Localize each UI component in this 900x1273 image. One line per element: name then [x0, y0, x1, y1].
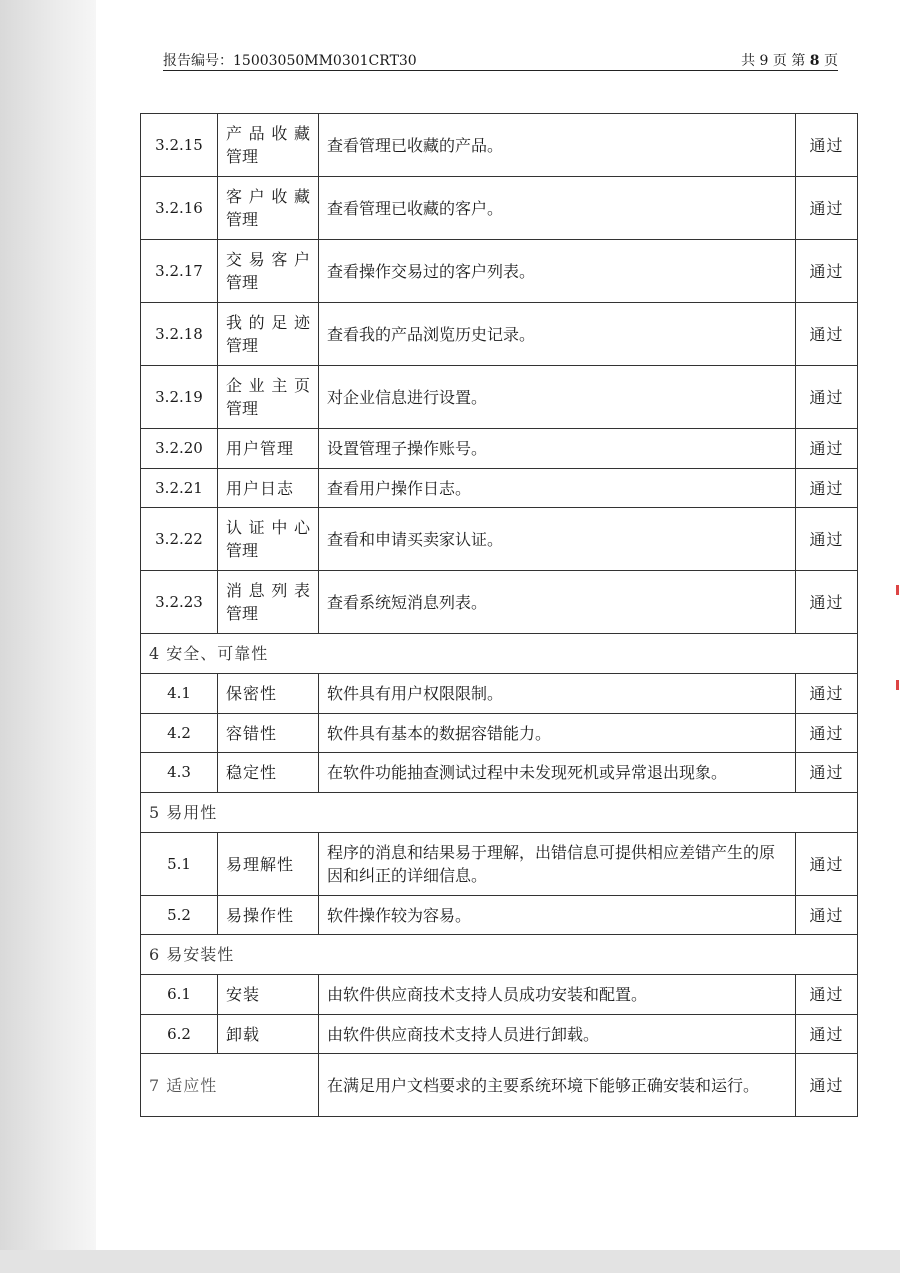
item-name-line1: 消息列表: [226, 581, 310, 600]
section-heading: 4 安全、可靠性: [141, 634, 858, 674]
item-number: 6.2: [141, 1015, 218, 1054]
test-results-table: [140, 113, 858, 1117]
item-result: 通过: [796, 674, 858, 714]
item-name-line2: 管理: [226, 399, 259, 418]
item-name-line1: 易操作性: [226, 905, 295, 925]
item-name: [218, 303, 319, 366]
item-description: 查看我的产品浏览历史记录。: [319, 303, 796, 366]
table-row: [141, 429, 858, 469]
item-name-line1: 交易客户: [226, 250, 310, 269]
table-row: [141, 240, 858, 303]
item-name-line2: 管理: [226, 336, 259, 355]
page-info-suffix: 页: [824, 53, 838, 69]
item-name: [218, 429, 319, 469]
item-name: [218, 177, 319, 240]
table-row: [141, 571, 858, 634]
item-name-line1: 我的足迹: [226, 313, 310, 332]
item-number: 3.2.22: [141, 508, 218, 571]
item-name-line2: 管理: [226, 210, 259, 229]
item-name-line1: 卸载: [226, 1024, 261, 1044]
item-name-line1: 稳定性: [226, 763, 278, 782]
item-name-line1: 用户管理: [226, 439, 295, 458]
item-result: 通过: [796, 753, 858, 793]
item-number: 6.1: [141, 975, 218, 1015]
item-result: 通过: [796, 240, 858, 303]
item-name: [218, 1015, 319, 1054]
item-name-line1: 易理解性: [226, 854, 295, 874]
item-number: 4.2: [141, 714, 218, 753]
item-description: 软件操作较为容易。: [319, 896, 796, 935]
item-description: 由软件供应商技术支持人员成功安装和配置。: [319, 975, 796, 1015]
report-number: 报告编号：15003050MM0301CRT30: [163, 53, 417, 69]
item-description: 在满足用户文档要求的主要系统环境下能够正确安装和运行。: [319, 1054, 796, 1117]
item-number: 3.2.15: [141, 114, 218, 177]
table-row: [141, 1015, 858, 1054]
table-row: [141, 366, 858, 429]
item-description: 软件具有用户权限限制。: [319, 674, 796, 714]
item-name-line2: 管理: [226, 147, 259, 166]
item-name-line1: 用户日志: [226, 478, 295, 498]
table-row: [141, 508, 858, 571]
item-name-line1: 安装: [226, 985, 261, 1004]
table-row: [141, 1054, 858, 1117]
item-result: 通过: [796, 508, 858, 571]
item-name: [218, 714, 319, 753]
item-number: 4.3: [141, 753, 218, 793]
item-description: 软件具有基本的数据容错能力。: [319, 714, 796, 753]
item-result: 通过: [796, 366, 858, 429]
item-description: 查看用户操作日志。: [319, 469, 796, 508]
item-description: 由软件供应商技术支持人员进行卸载。: [319, 1015, 796, 1054]
item-description: 程序的消息和结果易于理解，出错信息可提供相应差错产生的原因和纠正的详细信息。: [319, 833, 796, 896]
page-header: [163, 48, 838, 71]
section-row: [141, 634, 858, 674]
item-result: 通过: [796, 571, 858, 634]
item-result: 通过: [796, 975, 858, 1015]
item-name: [218, 833, 319, 896]
table-row: [141, 753, 858, 793]
item-name: [218, 366, 319, 429]
item-result: 通过: [796, 177, 858, 240]
item-description: 设置管理子操作账号。: [319, 429, 796, 469]
item-number: 5.1: [141, 833, 218, 896]
item-number: 3.2.23: [141, 571, 218, 634]
table-row: [141, 714, 858, 753]
item-name-line1: 企业主页: [226, 376, 310, 395]
item-name: [218, 571, 319, 634]
item-result: 通过: [796, 469, 858, 508]
item-name-line2: 管理: [226, 541, 259, 560]
page-current: 8: [809, 53, 820, 69]
item-name-line1: 保密性: [226, 684, 278, 703]
table-row: [141, 833, 858, 896]
table-row: [141, 469, 858, 508]
item-description: 查看系统短消息列表。: [319, 571, 796, 634]
item-result: 通过: [796, 896, 858, 935]
item-result: 通过: [796, 1015, 858, 1054]
item-name-line2: 管理: [226, 604, 259, 623]
item-result: 通过: [796, 114, 858, 177]
table-row: [141, 303, 858, 366]
item-number: 3.2.20: [141, 429, 218, 469]
item-name-line2: 管理: [226, 273, 259, 292]
item-number: 4.1: [141, 674, 218, 714]
item-name: [218, 508, 319, 571]
item-result: 通过: [796, 1054, 858, 1117]
item-name-line1: 认证中心: [226, 518, 310, 537]
item-description: 查看和申请买卖家认证。: [319, 508, 796, 571]
scan-bottom-edge: [0, 1250, 900, 1273]
item-name: [218, 975, 319, 1015]
item-name: [218, 753, 319, 793]
item-number: 5.2: [141, 896, 218, 935]
item-name: [218, 240, 319, 303]
section-row: [141, 935, 858, 975]
item-name: [218, 469, 319, 508]
table-row: [141, 177, 858, 240]
scan-artifact: [896, 680, 899, 690]
item-name-line1: 容错性: [226, 723, 278, 743]
item-result: 通过: [796, 833, 858, 896]
item-name: [218, 896, 319, 935]
item-name-line1: 客户收藏: [226, 187, 310, 206]
item-description: 查看操作交易过的客户列表。: [319, 240, 796, 303]
item-result: 通过: [796, 429, 858, 469]
test-results-body: [141, 114, 858, 1117]
table-row: [141, 975, 858, 1015]
table-row: [141, 674, 858, 714]
item-description: 查看管理已收藏的客户。: [319, 177, 796, 240]
item-number: 3.2.16: [141, 177, 218, 240]
item-number: 3.2.19: [141, 366, 218, 429]
item-result: 通过: [796, 714, 858, 753]
item-number: 3.2.18: [141, 303, 218, 366]
scan-artifact: [896, 585, 899, 595]
section-heading: 7 适应性: [141, 1054, 319, 1117]
item-description: 查看管理已收藏的产品。: [319, 114, 796, 177]
page-info-prefix: 共 9 页 第: [741, 53, 806, 69]
table-row: [141, 896, 858, 935]
item-name: [218, 114, 319, 177]
item-number: 3.2.17: [141, 240, 218, 303]
item-number: 3.2.21: [141, 469, 218, 508]
section-heading: 6 易安装性: [141, 935, 858, 975]
section-heading: 5 易用性: [141, 793, 858, 833]
item-description: 在软件功能抽查测试过程中未发现死机或异常退出现象。: [319, 753, 796, 793]
item-name: [218, 674, 319, 714]
item-result: 通过: [796, 303, 858, 366]
table-row: [141, 114, 858, 177]
scan-left-shadow: [0, 0, 96, 1273]
item-name-line1: 产品收藏: [226, 124, 310, 143]
page-info: [741, 50, 838, 70]
item-description: 对企业信息进行设置。: [319, 366, 796, 429]
section-row: [141, 793, 858, 833]
